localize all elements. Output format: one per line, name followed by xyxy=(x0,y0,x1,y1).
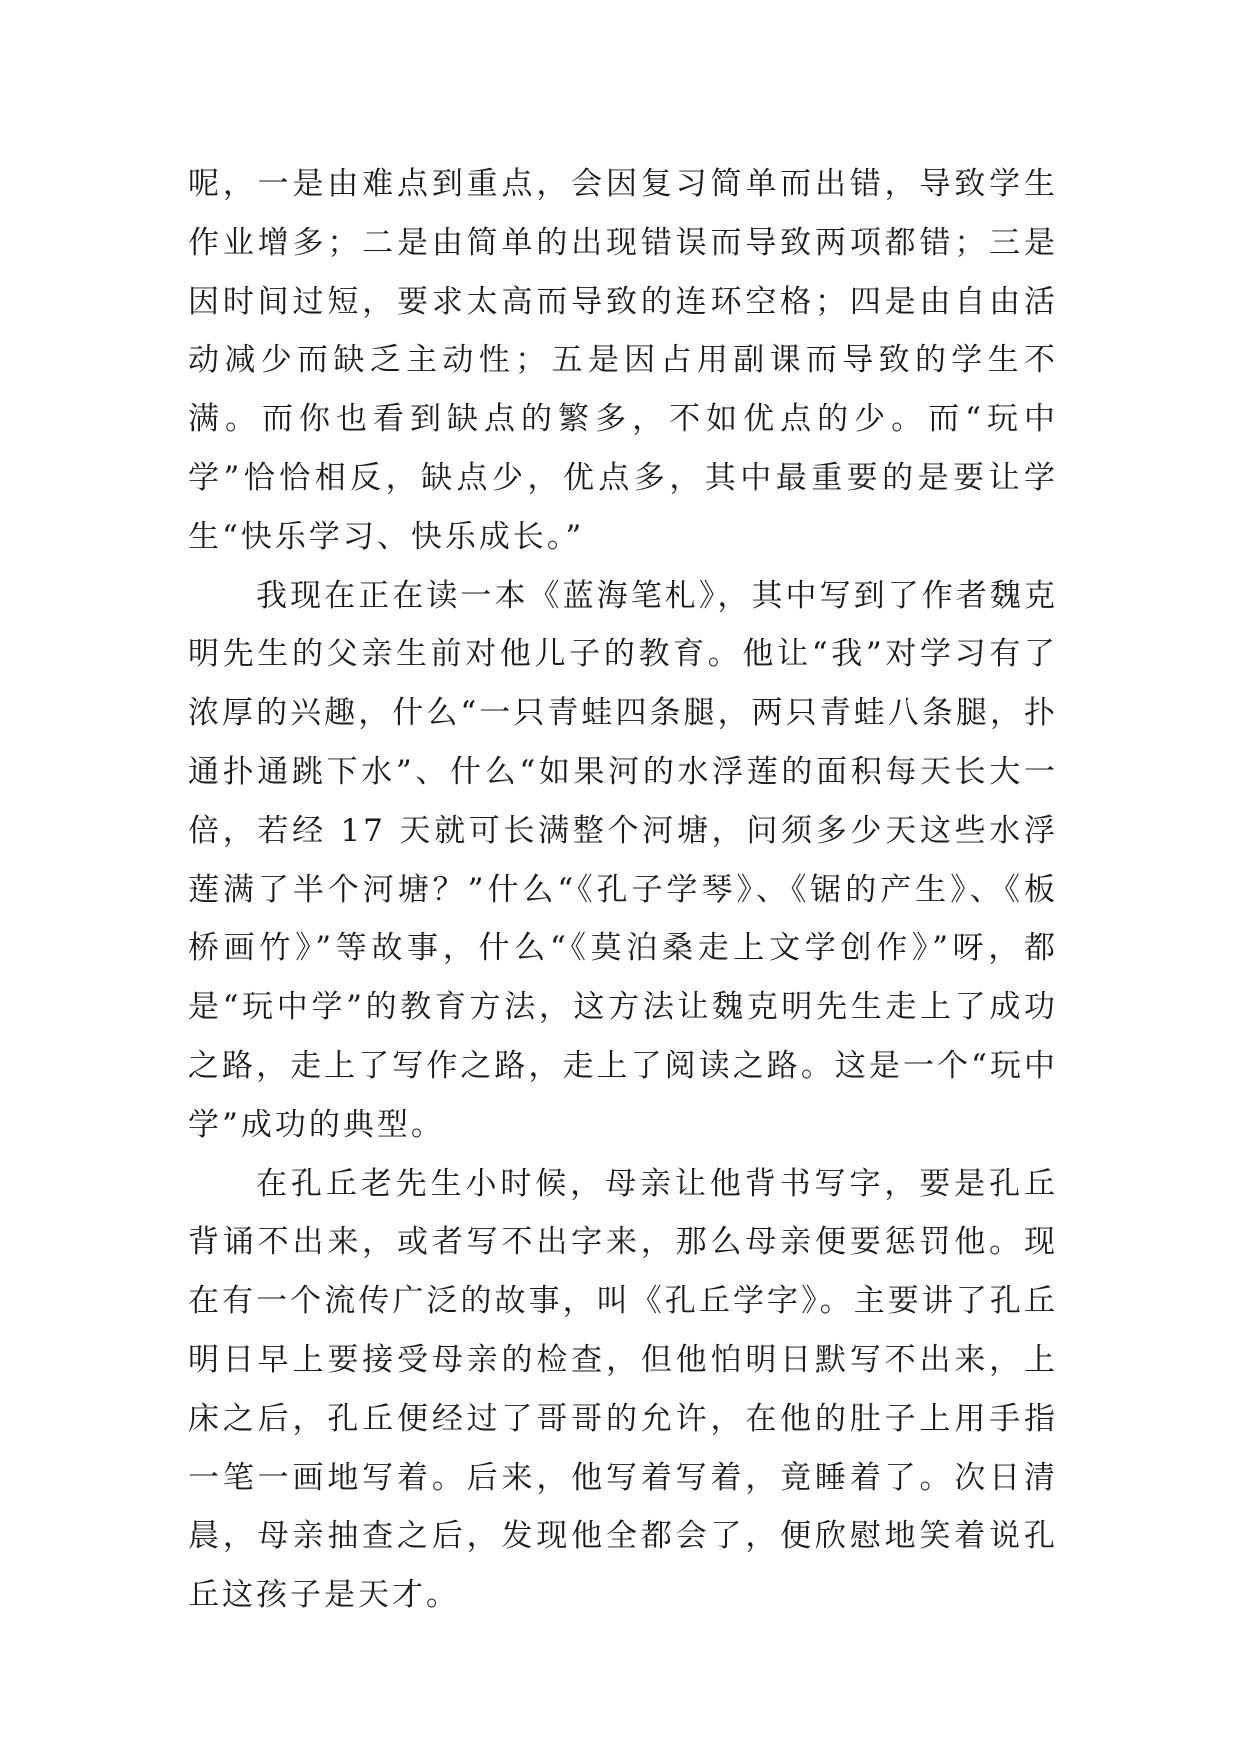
paragraph-3: 在孔丘老先生小时候，母亲让他背书写字，要是孔丘背诵不出来，或者写不出字来，那么母亲便要惩罚他。现在有一个流传广泛的故事，叫《孔丘学字》。主要讲了孔丘明日早上要接受母亲的检查，但他怕明日默写不出来，上床之后，孔丘便经过了哥哥的允许，在他的肚子上用手指一笔一画地写着。后来，他写着写着，竟睡着了。次日清晨，母亲抽查之后，发现他全都会了，便欣慰地笑着说孔丘这孩子是天才。 xyxy=(188,1165,1058,1614)
paragraph-2: 我现在正在读一本《蓝海笔札》，其中写到了作者魏克明先生的父亲生前对他儿子的教育。他让“我”对学习有了浓厚的兴趣，什么“一只青蛙四条腿，两只青蛙八条腿，扑通扑通跳下水”、什么“如果河的水浮莲的面积每天长大一倍，若经 17 天就可长满整个河塘，问须多少天这些水浮莲满了半个河塘？”什么“《孔子学琴》、《锯的产生》、《板桥画竹》”等故事，什么“《莫泊桑走上文学创作》”呀，都是“玩中学”的教育方法，这方法让魏克明先生走上了成功之路，走上了写作之路，走上了阅读之路。这是一个“玩中学”成功的典型。 xyxy=(188,577,1058,1143)
document-body xyxy=(188,155,1058,1625)
paragraph-1: 呢，一是由难点到重点，会因复习简单而出错，导致学生作业增多；二是由简单的出现错误而导致两项都错；三是因时间过短，要求太高而导致的连环空格；四是由自由活动减少而缺乏主动性；五是因占用副课而导致的学生不满。而你也看到缺点的繁多，不如优点的少。而“玩中学”恰恰相反，缺点少，优点多，其中最重要的是要让学生“快乐学习、快乐成长。” xyxy=(188,166,1058,555)
